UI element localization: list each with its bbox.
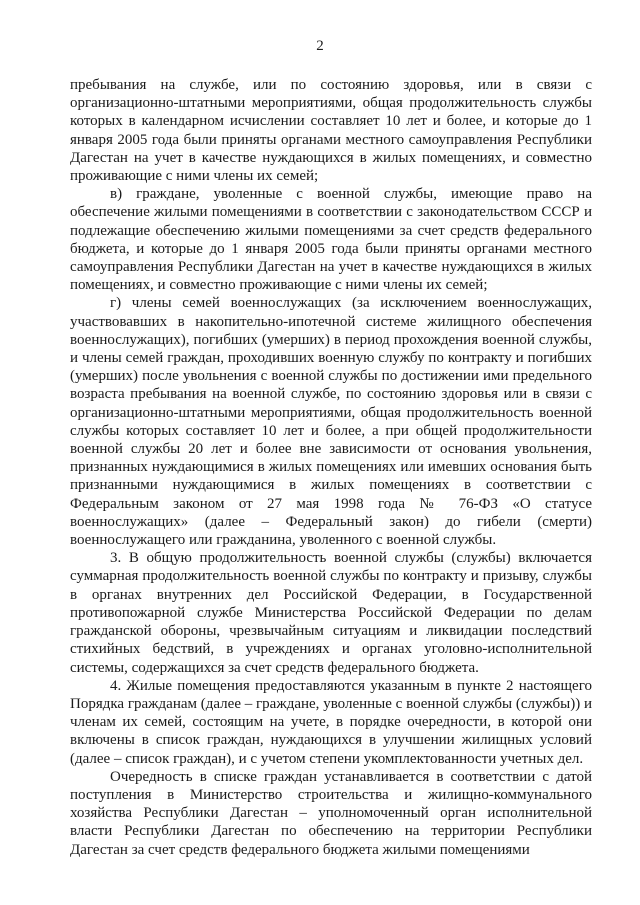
paragraph-clause-3: 3. В общую продолжительность военной службы (службы) включается суммарная продолжительность военной службы по контракту и призыву, службы в органах внутренних дел Российской Федерации, в Государственной противопожарной службе Министерства Российской Федерации по делам гражданской обороны, чрезвычайным ситуациям и ликвидации последствий стихийных бедствий, в учреждениях и органах уголовно-исполнительной системы, содержащихся за счет средств федерального бюджета. <box>70 550 592 676</box>
paragraph-clause-4: 4. Жилые помещения предоставляются указанным в пункте 2 настоящего Порядка гражданам (далее – граждане, уволенные с военной службы (службы)) и членам их семей, состоящим на учете, в порядке очередности, в которой они включены в список граждан, нуждающихся в улучшении жилищных условий (далее – список граждан), и с учетом степени укомплектованности учетных дел. <box>70 677 592 767</box>
page-number: 2 <box>316 38 324 54</box>
paragraph-item-g: г) члены семей военнослужащих (за исключением военнослужащих, участвовавших в накопительно-ипотечной системе жилищного обеспечения военнослужащих), погибших (умерших) в период прохождения военной службы, и члены семей граждан, проходивших военную службу по контракту и погибших (умерших) после увольнения с военной службы по достижении ими предельного возраста пребывания на военной службе, по состоянию здоровья или в связи с организационно-штатными мероприятиями, общая продолжительность военной службы которых составляет 10 лет и более, а при общей продолжительности военной службы 20 лет и более вне зависимости от основания увольнения, признанных нуждающимися в жилых помещениях или имевших основания быть признанными нуждающимися в жилых помещениях в соответствии с Федеральным законом от 27 мая 1998 года № 76-ФЗ «О статусе военнослужащих» (далее – Федеральный закон) до гибели (смерти) военнослужащего или гражданина, уволенного с военной службы. <box>70 295 592 549</box>
paragraph-continuation: пребывания на службе, или по состоянию здоровья, или в связи с организационно-штатными мероприятиями, общая продолжительность службы которых в календарном исчислении составляет 10 лет и более, и которые до 1 января 2005 года были приняты органами местного самоуправления Республики Дагестан на учет в качестве нуждающихся в жилых помещениях, и совместно проживающие с ними члены их семей; <box>70 77 592 185</box>
paragraph-item-v: в) граждане, уволенные с военной службы, имеющие право на обеспечение жилыми помещениями в соответствии с законодательством СССР и подлежащие обеспечению жилыми помещениями за счет средств федерального бюджета, и которые до 1 января 2005 года были приняты органами местного самоуправления Республики Дагестан на учет в качестве нуждающихся в жилых помещениях, и совместно проживающие с ними члены их семей; <box>70 186 592 294</box>
paragraph-queue-order: Очередность в списке граждан устанавливается в соответствии с датой поступления в Министерство строительства и жилищно-коммунального хозяйства Республики Дагестан – уполномоченный орган исполнительной власти Республики Дагестан по обеспечению на территории Республики Дагестан за счет средств федерального бюджета жилыми помещениями <box>70 768 592 858</box>
document-body <box>70 76 592 859</box>
